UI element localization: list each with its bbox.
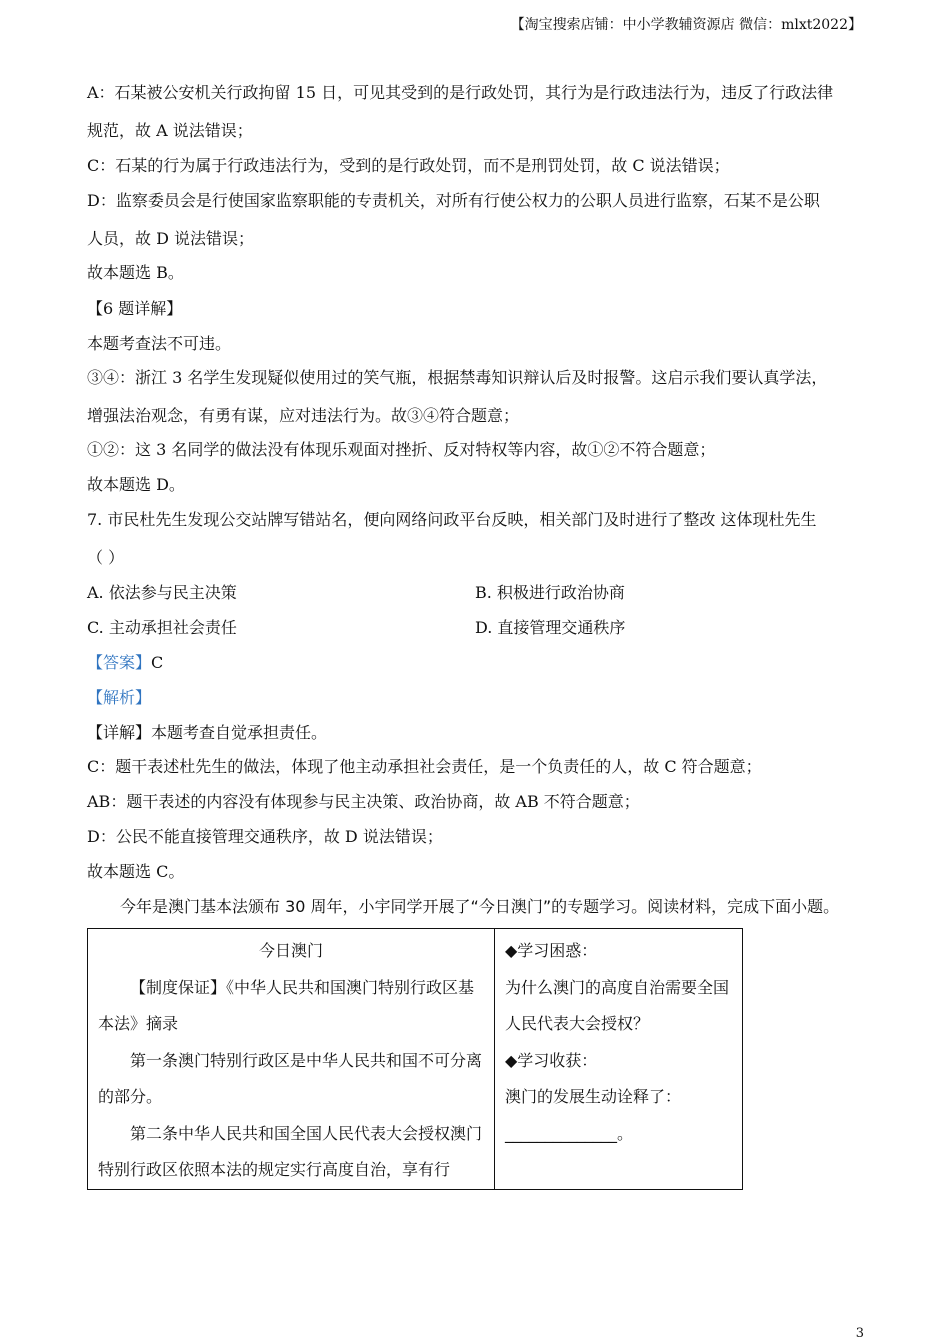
material-right-p2: 澳门的发展生动诠释了：______________。 bbox=[505, 1087, 682, 1143]
material-right-h1: ◆学习困惑： bbox=[505, 941, 598, 960]
material-left-p1: 【制度保证】《中华人民共和国澳门特别行政区基本法》摘录 bbox=[98, 977, 475, 1033]
q7-analysis-label: 【解析】 bbox=[87, 688, 152, 707]
material-left-p3: 第二条中华人民共和国全国人民代表大会授权澳门特别行政区依照本法的规定实行高度自治，享有行 bbox=[98, 1123, 483, 1179]
material-intro: 今年是澳门基本法颁布 30 周年，小宇同学开展了“今日澳门”的专题学习。阅读材料，完成下面小题。 bbox=[120, 897, 840, 916]
q7-option-a: A. 依法参与民主决策 bbox=[87, 583, 237, 602]
q6-explain-line3: ①②：这 3 名同学的做法没有体现乐观面对挫折、反对特权等内容，故①②不符合题意； bbox=[87, 440, 716, 459]
q7-answer bbox=[87, 650, 163, 673]
material-right-cell bbox=[495, 929, 743, 1190]
material-left-p2: 第一条澳门特别行政区是中华人民共和国不可分离的部分。 bbox=[98, 1050, 483, 1106]
answer-label: 【答案】 bbox=[87, 653, 152, 672]
q7-detail: 【详解】本题考查自觉承担责任。 bbox=[87, 723, 328, 742]
q7-explain-d: D：公民不能直接管理交通秩序，故 D 说法错误； bbox=[87, 827, 443, 846]
q7-explain-ab: AB：题干表述的内容没有体现参与民主决策、政治协商，故 AB 不符合题意； bbox=[87, 792, 640, 811]
q5-explain-d-line2: 人员，故 D 说法错误； bbox=[87, 229, 255, 248]
q6-explain-line2: 增强法治观念，有勇有谋，应对违法行为。故③④符合题意； bbox=[87, 406, 520, 425]
q7-stem: 7. 市民杜先生发现公交站牌写错站名，便向网络问政平台反映，相关部门及时进行了整改 这体现杜先生 bbox=[87, 510, 817, 529]
q7-option-d: D. 直接管理交通秩序 bbox=[475, 618, 626, 637]
q7-option-b: B. 积极进行政治协商 bbox=[475, 583, 625, 602]
answer-value: C bbox=[151, 653, 164, 672]
page-number: 3 bbox=[855, 1326, 864, 1341]
material-table bbox=[87, 928, 743, 1190]
q6-explain-line1: ③④：浙江 3 名学生发现疑似使用过的笑气瓶，根据禁毒知识辩认后及时报警。这启示我们要认真学法， bbox=[87, 368, 828, 387]
q6-conclusion: 故本题选 D。 bbox=[87, 475, 185, 494]
q5-explain-a-line1: A：石某被公安机关行政拘留 15 日，可见其受到的是行政处罚，其行为是行政违法行为，违反了行政法律 bbox=[87, 83, 834, 102]
q7-option-c: C. 主动承担社会责任 bbox=[87, 618, 237, 637]
q6-title: 【6 题详解】 bbox=[87, 299, 183, 318]
q7-blank: （ ） bbox=[87, 548, 125, 567]
q5-explain-a-line2: 规范，故 A 说法错误； bbox=[87, 121, 253, 140]
q5-conclusion: 故本题选 B。 bbox=[87, 263, 184, 282]
material-right-p1: 为什么澳门的高度自治需要全国人民代表大会授权？ bbox=[505, 977, 730, 1033]
q5-explain-d-line1: D：监察委员会是行使国家监察职能的专责机关，对所有行使公权力的公职人员进行监察，石某不是公职 bbox=[87, 191, 820, 210]
q7-explain-c: C：题干表述杜先生的做法，体现了他主动承担社会责任，是一个负责任的人，故 C 符合题意； bbox=[87, 757, 762, 776]
q6-topic: 本题考查法不可违。 bbox=[87, 334, 232, 353]
header-note: 【淘宝搜索店铺：中小学教辅资源店 微信：mlxt2022】 bbox=[510, 17, 862, 33]
q5-explain-c: C：石某的行为属于行政违法行为，受到的是行政处罚，而不是刑罚处罚，故 C 说法错误； bbox=[87, 156, 730, 175]
material-left-cell bbox=[88, 929, 495, 1190]
q7-conclusion: 故本题选 C。 bbox=[87, 862, 185, 881]
material-right-h2: ◆学习收获： bbox=[505, 1050, 598, 1070]
material-left-title: 今日澳门 bbox=[258, 941, 323, 960]
